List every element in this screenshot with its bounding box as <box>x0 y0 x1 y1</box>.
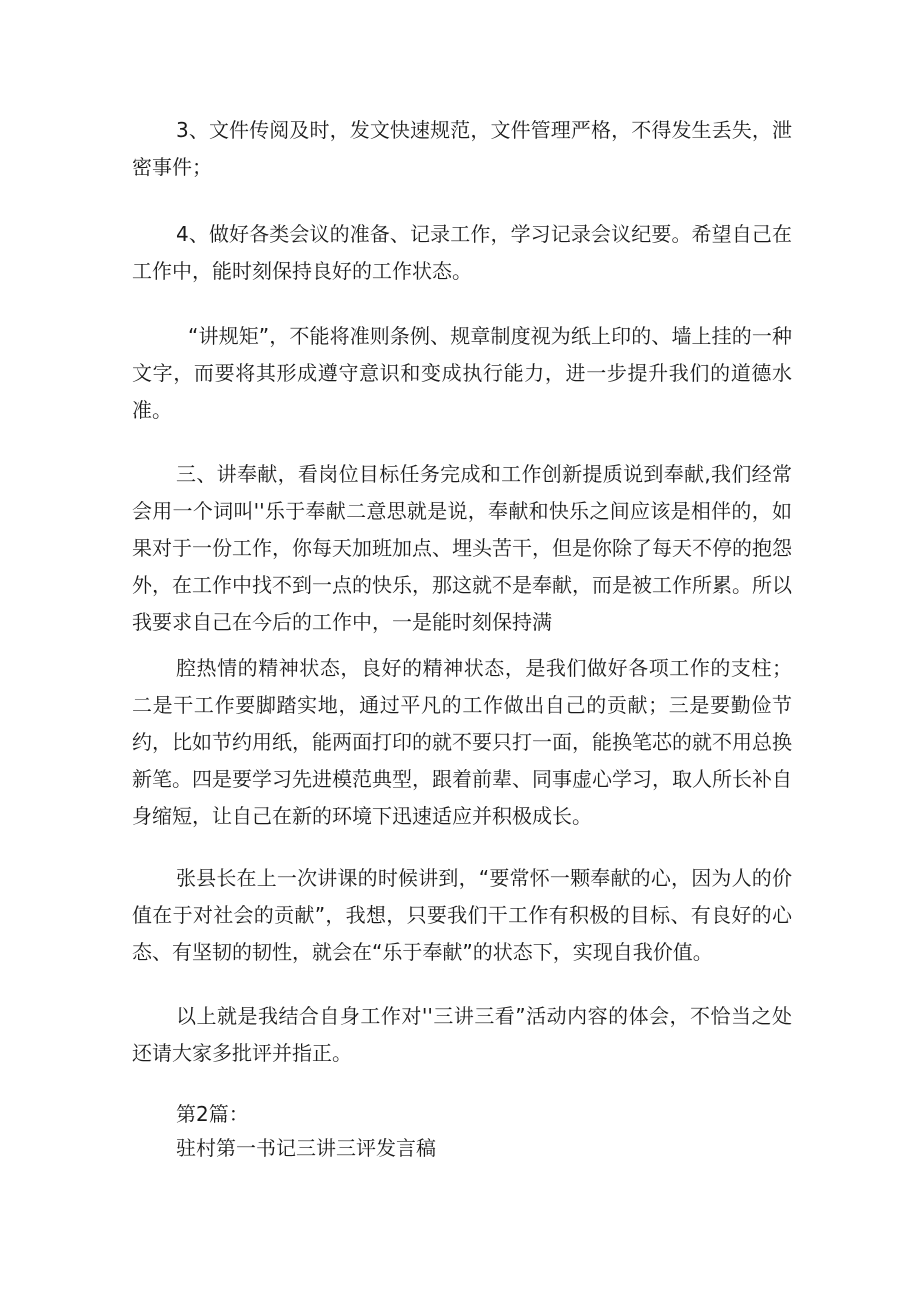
paragraph-file-circulation: 3、文件传阅及时，发文快速规范，文件管理严格，不得发生丢失，泄密事件； <box>132 118 792 179</box>
section-title: 驻村第一书记三讲三评发言稿 <box>176 1136 436 1160</box>
paragraph-county-head: 张县长在上一次讲课的时候讲到，“要常怀一颗奉献的心，因为人的价值在于对社会的贡献”，我想，只要我们干工作有积极的目标、有良好的心态、有坚韧的韧性，就会在“乐于奉献”的状态下，实现自我价值。 <box>132 866 792 964</box>
paragraph-enthusiasm: 腔热情的精神状态，良好的精神状态，是我们做好各项工作的支柱；二是干工作要脚踏实地，通过平凡的工作做出自己的贡献；三是要勤俭节约，比如节约用纸，能两面打印的就不要只打一面，能换笔芯的就不用总换新笔。四是要学习先进模范典型，跟着前辈、同事虚心学习，取人所长补自身缩短，让自己在新的环境下迅速适应并积极成长。 <box>132 656 792 828</box>
paragraph-meeting-records: 4、做好各类会议的准备、记录工作，学习记录会议纪要。希望自己在工作中，能时刻保持良好的工作状态。 <box>132 222 792 283</box>
paragraph-rules: “讲规矩”，不能将准则条例、规章制度视为纸上印的、墙上挂的一种文字，而要将其形成遵守意识和变成执行能力，进一步提升我们的道德水准。 <box>132 324 792 422</box>
section-label: 第2篇： <box>176 1102 249 1126</box>
paragraph-conclusion: 以上就是我结合自身工作对''三讲三看”活动内容的体会，不恰当之处还请大家多批评并指正。 <box>132 1004 792 1065</box>
paragraph-dedication: 三、讲奉献，看岗位目标任务完成和工作创新提质说到奉献,我们经常会用一个词叫''乐于奉献二意思就是说，奉献和快乐之间应该是相伴的，如果对于一份工作，你每天加班加点、埋头苦干，但是你除了每天不停的抱怨外，在工作中找不到一点的快乐，那这就不是奉献，而是被工作所累。所以我要求自己在今后的工作中，一是能时刻保持满 <box>132 462 792 634</box>
